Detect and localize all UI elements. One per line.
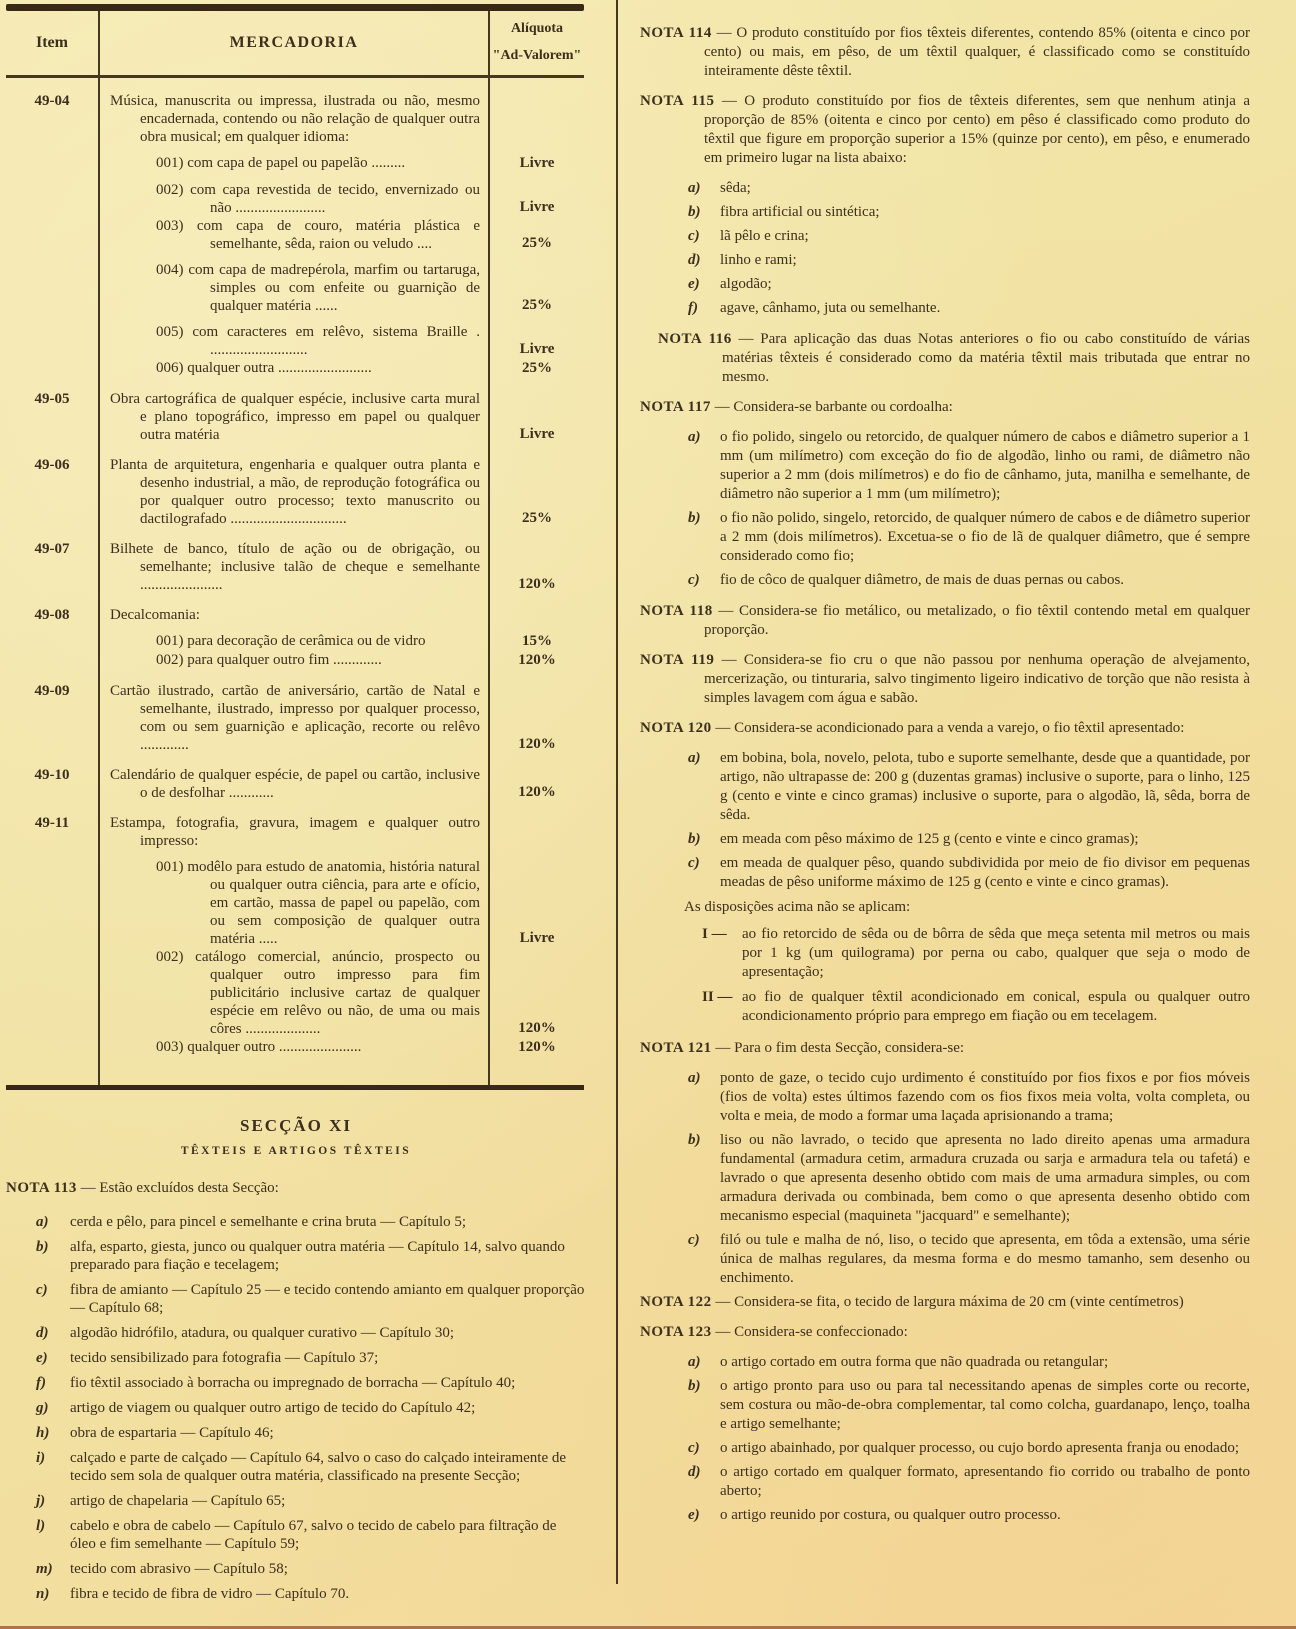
item-letter: a) [36, 1214, 49, 1230]
item-letter: c) [688, 228, 700, 244]
sub-item-description: 005) com caracteres em relêvo, sistema Braille . .......................... [156, 324, 481, 358]
table-subrow [6, 632, 584, 651]
note-114 [640, 24, 1250, 81]
rate-value [490, 92, 584, 146]
note-label: NOTA 118 [640, 603, 713, 619]
table-subrow [6, 181, 584, 217]
sub-item-description: 002) para qualquer outro fim ............. [156, 652, 382, 668]
table-subrow [6, 359, 584, 378]
item-letter: h) [36, 1425, 50, 1441]
table-row [6, 390, 584, 444]
note-item-text: fibra de amianto — Capítulo 25 — e tecido contendo amianto em qualquer proporção — Capítulo 68; [70, 1282, 585, 1316]
note-item [640, 299, 1250, 318]
note-item [640, 428, 1250, 504]
table-vertical-rule-item [98, 11, 100, 1085]
item-letter: f) [688, 300, 698, 316]
note-item-text: cabelo e obra de cabelo — Capítulo 67, salvo o tecido de cabelo para filtração de óleo e fim semelhante — Capítulo 59; [70, 1518, 557, 1552]
note-label: NOTA 117 [640, 399, 711, 415]
note-item-text: o artigo reunido por costura, ou qualquer outro processo. [720, 1507, 1061, 1523]
note-item-text: ao fio retorcido de sêda ou de bôrra de sêda que meça setenta mil metros ou mais por 1 kg (um quilograma) por perna ou cabo, qualquer que seja o modo de apresentação; [742, 926, 1250, 980]
note-item-text: alfa, esparto, giesta, junco ou qualquer outra matéria — Capítulo 14, salvo quando preparado para fiação e tecelagem; [70, 1239, 565, 1273]
rate-value: 25% [522, 510, 552, 526]
item-letter: b) [688, 1132, 701, 1148]
note-116 [658, 330, 1250, 387]
note-item [6, 1517, 586, 1553]
col-header-aliquota [490, 16, 584, 69]
rate-value [490, 814, 584, 850]
sub-item-code: 001) [156, 859, 184, 875]
merchandise-description: Calendário de qualquer espécie, de papel ou cartão, inclusive o de desfolhar ............ [110, 767, 480, 801]
item-letter: b) [688, 204, 701, 220]
item-code: 49-09 [34, 683, 70, 699]
col-header-mercadoria: MERCADORIA [229, 34, 359, 51]
note-body: — Considera-se fio metálico, ou metalizado, o fio têxtil contendo metal em qualquer proporção. [704, 603, 1251, 638]
merchandise-description: Cartão ilustrado, cartão de aniversário, cartão de Natal e semelhante, ilustrado, impresso por qualquer processo, com ou sem guarnição e aplicação, recorte ou relêvo ............. [110, 683, 480, 753]
note-item [640, 1131, 1250, 1226]
column-divider-rule [616, 0, 618, 1584]
rate-value: Livre [519, 341, 555, 357]
item-letter: d) [688, 1464, 701, 1480]
note-item [6, 1560, 586, 1578]
merchandise-description: Obra cartográfica de qualquer espécie, inclusive carta mural e plano topográfico, impresso em papel ou qualquer outra matéria [110, 391, 480, 443]
note-body: — Considera-se fio cru o que não passou por nenhuma operação de alvejamento, mercerização, ou tinturaria, salvo tingimento ligeiro indicativo de torção que não resista à simples lavagem com água e sabão. [704, 652, 1250, 706]
note-120 [640, 719, 1250, 738]
item-roman-numeral: I — [702, 926, 727, 942]
table-subrow [6, 948, 584, 1038]
tariff-table [6, 4, 584, 1090]
note-item [6, 1492, 586, 1510]
note-item-text: o artigo pronto para uso ou para tal necessitando apenas de simples corte ou recorte, sem costura ou mão-de-obra complementar, tal como colcha, guardanapo, lenço, toalha e artigo semelhante; [720, 1378, 1250, 1432]
item-letter: g) [36, 1400, 49, 1416]
note-item-text: lã pêlo e crina; [720, 228, 809, 244]
note-115 [640, 92, 1250, 168]
col-header-aliquota-line2: "Ad-Valorem" [492, 48, 582, 63]
table-row [6, 540, 584, 594]
item-code: 49-07 [34, 541, 70, 557]
table-subrow [6, 217, 584, 253]
note-item [640, 203, 1250, 222]
note-item [640, 227, 1250, 246]
sub-item-description: 001) modêlo para estudo de anatomia, história natural ou qualquer outra ciência, para arte e ofício, em cartão, massa de papel ou papelão, com ou sem composição de qualquer outra matéria ..... [156, 859, 480, 947]
table-subrow [6, 154, 584, 173]
note-item [640, 1069, 1250, 1126]
note-item [6, 1424, 586, 1442]
table-row [6, 682, 584, 754]
item-letter: d) [688, 252, 701, 268]
note-item [640, 275, 1250, 294]
note-item-roman [640, 988, 1250, 1026]
sub-item-description: 004) com capa de madrepérola, marfim ou tartaruga, simples ou com enfeite ou guarnição de qualquer matéria ...... [156, 262, 480, 314]
table-row [6, 814, 584, 850]
note-item-text: linho e rami; [720, 252, 797, 268]
rate-value: 120% [518, 652, 556, 668]
note-item-text: em meada de qualquer pêso, quando subdividida por meio de fio divisor em pequenas meadas de pêso uniforme máximo de 125 g (cento e vinte e cinco gramas). [720, 855, 1250, 890]
item-code: 49-04 [34, 93, 70, 109]
note-113 [6, 1179, 586, 1197]
rate-value: 120% [518, 576, 556, 592]
note-body: — Considera-se acondicionado para a venda a varejo, o fio têxtil apresentado: [711, 720, 1185, 736]
item-letter: a) [688, 750, 701, 766]
note-item-text: fibra e tecido de fibra de vidro — Capítulo 70. [70, 1586, 350, 1602]
note-item-text: o fio não polido, singelo, retorcido, de qualquer número de cabos e de diâmetro superior a 2 mm (dois milímetros). Excetua-se o fio de lã de qualquer diâmetro, que é sempre considerado como fio; [720, 510, 1250, 564]
item-roman-numeral: II — [702, 989, 733, 1005]
item-letter: d) [36, 1325, 49, 1341]
item-letter: n) [36, 1586, 50, 1602]
rate-value: 120% [518, 1020, 556, 1036]
note-item [640, 1463, 1250, 1501]
sub-item-code: 001) [156, 633, 184, 649]
note-label: NOTA 116 [658, 331, 732, 347]
note-item [6, 1238, 586, 1274]
rate-value: Livre [519, 930, 555, 946]
note-item [640, 1377, 1250, 1434]
note-label: NOTA 113 [6, 1180, 77, 1196]
rate-value: 15% [522, 633, 552, 649]
note-item-text: ponto de gaze, o tecido cujo urdimento é constituído por fios fixos e por fios móveis (fios de volta) estes últimos fazendo com os fios fixos meia volta, volta completa, ou volta e meia, de modo a formar uma laçada aprisionando a trama; [720, 1070, 1250, 1124]
note-item-roman [640, 925, 1250, 982]
item-code: 49-08 [34, 607, 70, 623]
right-column [640, 24, 1250, 1530]
item-letter: a) [688, 180, 701, 196]
note-120-proviso: As disposições acima não se aplicam: [684, 899, 911, 915]
note-item-text: artigo de chapelaria — Capítulo 65; [70, 1493, 286, 1509]
merchandise-description: Planta de arquitetura, engenharia e qualquer outra planta e desenho industrial, a mão, de reprodução fotográfica ou por qualquer outro processo; texto manuscrito ou dactilografado ............................... [110, 457, 480, 527]
note-item-text: tecido com abrasivo — Capítulo 58; [70, 1561, 288, 1577]
section-title: SECÇÃO XI [240, 1116, 352, 1135]
item-letter: b) [688, 1378, 701, 1394]
sub-item-description: 006) qualquer outra ......................... [156, 360, 372, 376]
rate-value [490, 606, 584, 624]
note-label: NOTA 120 [640, 720, 712, 736]
merchandise-description: Decalcomania: [110, 607, 200, 623]
item-letter: e) [688, 1507, 700, 1523]
table-subrow [6, 1038, 584, 1057]
rate-value: Livre [519, 426, 555, 442]
table-subrow [6, 323, 584, 359]
sub-item-description: 002) catálogo comercial, anúncio, prospecto ou qualquer outro impresso para fim publicitário inclusive cartaz de qualquer espécie em relêvo ou não, de uma ou mais côres .................... [156, 949, 480, 1037]
note-item [6, 1399, 586, 1417]
item-letter: b) [688, 831, 701, 847]
note-item-text: em meada com pêso máximo de 125 g (cento e vinte e cinco gramas); [720, 831, 1139, 847]
note-item-text: artigo de viagem ou qualquer outro artigo de tecido do Capítulo 42; [70, 1400, 476, 1416]
rate-value: 120% [518, 1039, 556, 1055]
note-item [640, 571, 1250, 590]
note-item-text: liso ou não lavrado, o tecido que apresenta no lado direito apenas uma armadura fundamental (armadura cetim, armadura cruzada ou sarja e armadura tela ou tafetá) e lavrado o que apresenta desenho obtido com mais de uma armadura simples, ou com armadura derivada ou combinada, bem como o que apresenta desenho obtido com mecanismo especial (maquineta "jacquard" e semelhante); [720, 1132, 1250, 1224]
sub-item-code: 002) [156, 182, 184, 198]
table-row [6, 456, 584, 528]
note-item [640, 179, 1250, 198]
merchandise-description: Estampa, fotografia, gravura, imagem e qualquer outro impresso: [110, 815, 480, 849]
note-item [640, 749, 1250, 825]
note-label: NOTA 119 [640, 652, 715, 668]
note-item [6, 1349, 586, 1367]
note-item-text: filó ou tule e malha de nó, liso, o tecido que apresenta, em tôda a extensão, uma série única de malhas regulares, da mesma forma e do mesmo tamanho, sem desenho ou enchimento. [720, 1232, 1250, 1286]
note-item-text: sêda; [720, 180, 751, 196]
item-letter: m) [36, 1561, 53, 1577]
note-body: — Considera-se barbante ou cordoalha: [710, 399, 953, 415]
note-122 [640, 1293, 1250, 1312]
table-body [6, 78, 584, 1069]
note-item-text: fio têxtil associado à borracha ou impregnado de borracha — Capítulo 40; [70, 1375, 516, 1391]
note-item [640, 854, 1250, 892]
item-letter: a) [688, 1354, 701, 1370]
note-item [6, 1213, 586, 1231]
item-letter: e) [688, 276, 700, 292]
note-item [6, 1585, 586, 1603]
table-row [6, 766, 584, 802]
section-subtitle: TÊXTEIS E ARTIGOS TÊXTEIS [180, 1145, 412, 1157]
table-bottom-rule [6, 1085, 584, 1090]
note-body: — Considera-se confeccionado: [711, 1324, 908, 1340]
item-code: 49-10 [34, 767, 70, 783]
note-119 [640, 651, 1250, 708]
table-vertical-rule-rate [488, 11, 490, 1085]
note-123 [640, 1323, 1250, 1342]
note-item [640, 1506, 1250, 1525]
sub-item-code: 001) [156, 155, 184, 171]
note-item [6, 1324, 586, 1342]
note-item [6, 1281, 586, 1317]
note-label: NOTA 114 [640, 25, 712, 41]
note-body: — Para aplicação das duas Notas anteriores o fio ou cabo constituído de várias matérias têxteis é considerado como da matéria têxtil mais tributada que entrar no mesmo. [722, 331, 1250, 385]
note-item-text: obra de espartaria — Capítulo 46; [70, 1425, 274, 1441]
rate-value: Livre [519, 199, 555, 215]
rate-value: 25% [522, 360, 552, 376]
item-letter: e) [36, 1350, 48, 1366]
sub-item-code: 004) [156, 262, 184, 278]
sub-item-code: 002) [156, 652, 184, 668]
note-item-text: fibra artificial ou sintética; [720, 204, 880, 220]
left-column [6, 4, 586, 1610]
note-item [6, 1449, 586, 1485]
note-item-text: ao fio de qualquer têxtil acondicionado em conical, espula ou qualquer outro acondicionamento próprio para emprego em fiação ou em tecelagem. [742, 989, 1250, 1024]
note-item-text: tecido sensibilizado para fotografia — Capítulo 37; [70, 1350, 379, 1366]
rate-value: Livre [519, 155, 555, 171]
sub-item-description: 001) com capa de papel ou papelão ......... [156, 155, 406, 171]
rate-value: 120% [518, 736, 556, 752]
table-header [6, 11, 584, 78]
item-letter: c) [688, 1440, 700, 1456]
note-item-text: algodão hidrófilo, atadura, ou qualquer curativo — Capítulo 30; [70, 1325, 455, 1341]
note-body: — Para o fim desta Secção, considera-se: [711, 1040, 965, 1056]
sub-item-description: 003) com capa de couro, matéria plástica e semelhante, sêda, raion ou veludo .... [156, 218, 480, 252]
note-body: — Estão excluídos desta Secção: [76, 1180, 279, 1196]
item-letter: c) [688, 855, 700, 871]
note-item [640, 1353, 1250, 1372]
table-subrow [6, 651, 584, 670]
rate-value: 120% [518, 784, 556, 800]
item-letter: j) [36, 1493, 46, 1509]
note-body: — O produto constituído por fios de têxteis diferentes, sem que nenhum atinja a proporção de 85% (oitenta e cinco por cento) em pêso é classificado como produto do têxtil que figure em proporção superior a 15% (quinze por cento), em pêso, e enumerado em primeiro lugar na lista abaixo: [704, 93, 1250, 166]
note-117 [640, 398, 1250, 417]
table-row [6, 606, 584, 624]
item-code: 49-05 [34, 391, 70, 407]
note-label: NOTA 122 [640, 1294, 712, 1310]
sub-item-code: 006) [156, 360, 184, 376]
table-row [6, 92, 584, 146]
note-item-text: agave, cânhamo, juta ou semelhante. [720, 300, 941, 316]
item-letter: i) [36, 1450, 46, 1466]
note-item-text: o fio polido, singelo ou retorcido, de qualquer número de cabos e diâmetro superior a 1 mm (um milímetro) com exceção do fio de algodão, linho ou rami, de diâmetro não superior a 2 mm (dois milímetros) e do fio de cânhamo, juta, manilha e semelhante, de diâmetro não superior a 1 mm (um milímetro); [720, 429, 1250, 502]
sub-item-code: 003) [156, 1039, 184, 1055]
sub-item-code: 002) [156, 949, 184, 965]
sub-item-description: 001) para decoração de cerâmica ou de vidro [156, 633, 426, 649]
note-label: NOTA 115 [640, 93, 715, 109]
note-item [640, 509, 1250, 566]
note-label: NOTA 121 [640, 1040, 712, 1056]
note-body: — Considera-se fita, o tecido de largura máxima de 20 cm (vinte centímetros) [711, 1294, 1184, 1310]
rate-value: 25% [522, 297, 552, 313]
item-letter: b) [688, 510, 701, 526]
item-letter: a) [688, 429, 701, 445]
note-item [640, 251, 1250, 270]
note-121 [640, 1039, 1250, 1058]
sub-item-description: 002) com capa revestida de tecido, envernizado ou não ........................ [156, 182, 481, 216]
item-letter: c) [36, 1282, 48, 1298]
sub-item-code: 003) [156, 218, 184, 234]
note-label: NOTA 123 [640, 1324, 712, 1340]
item-code: 49-06 [34, 457, 70, 473]
note-item-text: algodão; [720, 276, 772, 292]
note-item-text: o artigo abainhado, por qualquer processo, ou cujo bordo apresenta franja ou enodado; [720, 1440, 1239, 1456]
note-item [6, 1374, 586, 1392]
item-letter: f) [36, 1375, 46, 1391]
sub-item-code: 005) [156, 324, 184, 340]
note-item [640, 1231, 1250, 1288]
note-item-text: fio de côco de qualquer diâmetro, de mais de duas pernas ou cabos. [720, 572, 1125, 588]
item-letter: a) [688, 1070, 701, 1086]
table-top-rule [6, 4, 584, 11]
note-item-text: o artigo cortado em outra forma que não quadrada ou retangular; [720, 1354, 1109, 1370]
table-subrow [6, 858, 584, 948]
col-header-item: Item [36, 34, 68, 51]
item-letter: c) [688, 1232, 700, 1248]
note-item-text: o artigo cortado em qualquer formato, apresentando fio corrido ou trabalho de ponto aberto; [720, 1464, 1250, 1499]
sub-item-description: 003) qualquer outro ...................... [156, 1039, 362, 1055]
merchandise-description: Música, manuscrita ou impressa, ilustrada ou não, mesmo encadernada, contendo ou não relação de qualquer outra obra musical; em qualquer idioma: [110, 93, 480, 145]
rate-value: 25% [522, 235, 552, 251]
note-item [640, 1439, 1250, 1458]
merchandise-description: Bilhete de banco, título de ação ou de obrigação, ou semelhante; inclusive talão de cheque e semelhante ...................... [110, 541, 480, 593]
item-letter: c) [688, 572, 700, 588]
note-item-text: em bobina, bola, novelo, pelota, tubo e suporte semelhante, desde que a quantidade, por artigo, não ultrapasse de: 200 g (duzentas gramas) inclusive o suporte, para o linho, 125 g (cento e vinte e cinco gramas) inclusive o suporte, para o algodão, lã, sêda, borra de sêda. [720, 750, 1250, 823]
col-header-aliquota-line1: Alíquota [510, 21, 564, 37]
item-letter: b) [36, 1239, 49, 1255]
item-letter: l) [36, 1518, 46, 1534]
note-item-text: cerda e pêlo, para pincel e semelhante e crina bruta — Capítulo 5; [70, 1214, 467, 1230]
note-item-text: calçado e parte de calçado — Capítulo 64, salvo o caso do calçado inteiramente de tecido sem sola de qualquer outra matéria, classificado na presente Secção; [70, 1450, 567, 1484]
item-code: 49-11 [34, 815, 70, 831]
note-118 [640, 602, 1250, 640]
note-item [640, 830, 1250, 849]
note-body: — O produto constituído por fios têxteis diferentes, contendo 85% (oitenta e cinco por cento) ou mais, em pêso, de um têxtil qualquer, é classificado como se constituído inteiramente dêste têxtil. [704, 25, 1250, 79]
table-subrow [6, 261, 584, 315]
